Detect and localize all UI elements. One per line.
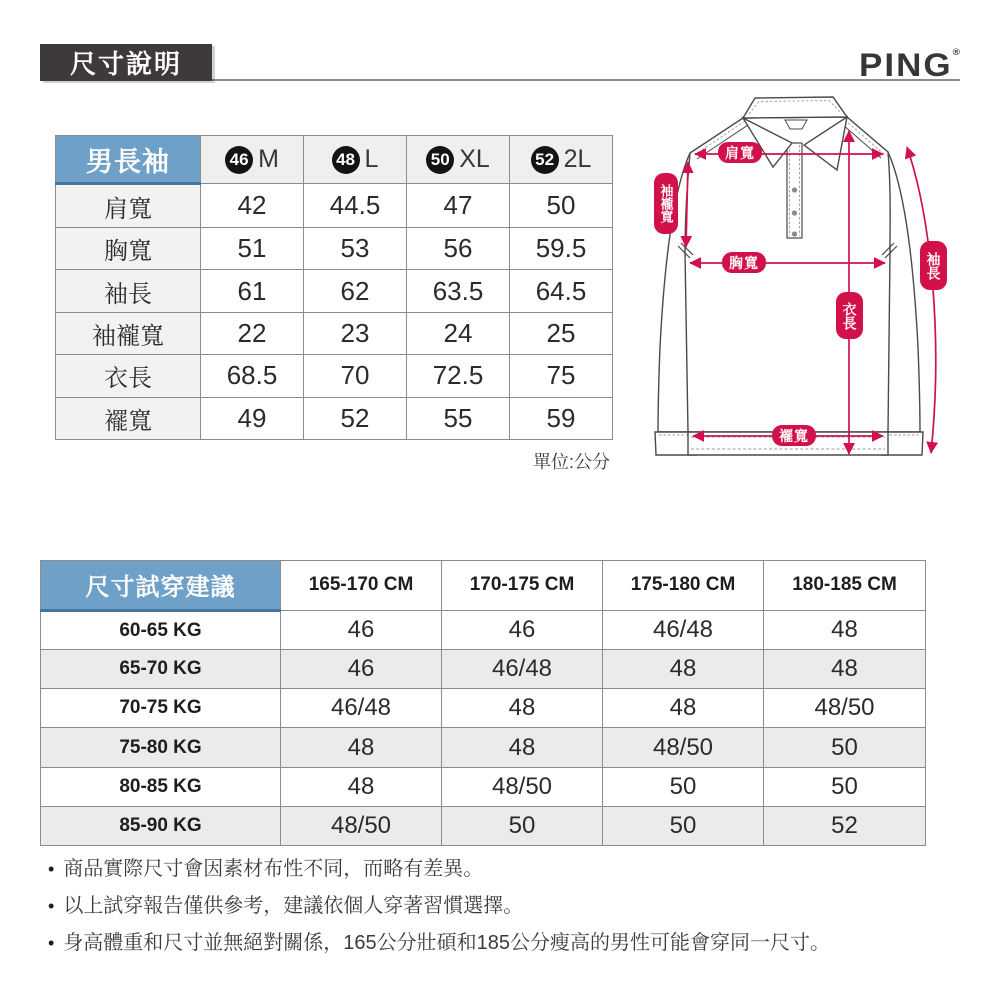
measure-value: 55 (407, 397, 510, 439)
measure-value: 70 (304, 355, 407, 397)
height-column-header: 170-175 CM (442, 561, 603, 611)
size-letter: 2L (563, 145, 592, 174)
weight-label: 65-70 KG (41, 650, 281, 689)
measure-value: 23 (304, 312, 407, 354)
measurement-table-header-row (56, 136, 613, 184)
fit-value: 50 (603, 806, 764, 845)
measure-value: 68.5 (201, 355, 304, 397)
measure-value: 59.5 (510, 227, 613, 269)
page-title: 尺寸說明 (40, 44, 212, 81)
fit-value: 46 (281, 610, 442, 649)
fit-value: 48 (603, 650, 764, 689)
height-column-header: 175-180 CM (603, 561, 764, 611)
table-row (41, 806, 926, 845)
fit-value: 48 (281, 767, 442, 806)
table-row (41, 728, 926, 767)
measure-value: 44.5 (304, 184, 407, 228)
measure-value: 59 (510, 397, 613, 439)
ping-logo-text: PING (859, 47, 953, 84)
fit-value: 48 (764, 650, 926, 689)
trademark-symbol: ® (952, 47, 962, 58)
weight-label: 75-80 KG (41, 728, 281, 767)
note-item (48, 856, 968, 882)
measure-value: 62 (304, 270, 407, 312)
button (792, 210, 797, 215)
note-item (48, 930, 968, 956)
measure-value: 42 (201, 184, 304, 228)
weight-label: 85-90 KG (41, 806, 281, 845)
shoulder-width-label: 肩寬 (718, 142, 762, 163)
size-column-header (510, 136, 613, 184)
measure-value: 75 (510, 355, 613, 397)
measure-label: 衣長 (56, 355, 201, 397)
button (792, 187, 797, 192)
size-letter: M (258, 145, 279, 174)
measure-value: 64.5 (510, 270, 613, 312)
fitting-table-header-row (41, 561, 926, 611)
hem-width-label: 襬寬 (772, 425, 816, 446)
fit-value: 46 (281, 650, 442, 689)
size-number-badge: 50 (426, 146, 454, 174)
measure-value: 24 (407, 312, 510, 354)
bullet-icon: • (48, 896, 55, 916)
measure-value: 61 (201, 270, 304, 312)
table-row (56, 184, 613, 228)
fit-value: 50 (764, 728, 926, 767)
measure-value: 51 (201, 227, 304, 269)
table-row (56, 227, 613, 269)
fit-value: 52 (764, 806, 926, 845)
measure-label: 襬寬 (56, 397, 201, 439)
size-letter: XL (459, 145, 490, 174)
chest-width-label: 胸寬 (722, 252, 766, 273)
size-number-badge: 52 (531, 146, 559, 174)
weight-label: 80-85 KG (41, 767, 281, 806)
button (792, 231, 797, 236)
fit-value: 48/50 (764, 689, 926, 728)
note-text: 身高體重和尺寸並無絕對關係，165公分壯碩和185公分瘦高的男性可能會穿同一尺寸。 (63, 932, 831, 954)
unit-note: 單位:公分 (532, 452, 610, 472)
fit-value: 50 (764, 767, 926, 806)
note-text: 商品實際尺寸會因素材布性不同，而略有差異。 (63, 858, 484, 880)
placket (787, 143, 802, 238)
measure-value: 56 (407, 227, 510, 269)
note-item (48, 893, 968, 919)
table-row (56, 270, 613, 312)
fitting-suggestion-table (40, 560, 926, 846)
measure-label: 胸寬 (56, 227, 201, 269)
fit-value: 48/50 (442, 767, 603, 806)
ping-logo (859, 48, 962, 85)
measure-label: 肩寬 (56, 184, 201, 228)
weight-label: 70-75 KG (41, 689, 281, 728)
measure-value: 50 (510, 184, 613, 228)
measure-value: 63.5 (407, 270, 510, 312)
table-row (56, 355, 613, 397)
note-text: 以上試穿報告僅供參考，建議依個人穿著習慣選擇。 (63, 895, 524, 917)
fit-value: 48/50 (603, 728, 764, 767)
fit-value: 50 (603, 767, 764, 806)
garment-length-label: 衣長 (836, 292, 863, 339)
fit-value: 46/48 (281, 689, 442, 728)
height-column-header: 165-170 CM (281, 561, 442, 611)
measure-value: 49 (201, 397, 304, 439)
fit-value: 48 (603, 689, 764, 728)
sleeve-length-label: 袖長 (920, 241, 947, 290)
measure-label: 袖襱寬 (56, 312, 201, 354)
fit-value: 46 (442, 610, 603, 649)
fit-value: 50 (442, 806, 603, 845)
table-row (56, 312, 613, 354)
fit-value: 46/48 (442, 650, 603, 689)
measure-value: 72.5 (407, 355, 510, 397)
fit-value: 48 (764, 610, 926, 649)
measure-value: 52 (304, 397, 407, 439)
size-number-badge: 46 (225, 146, 253, 174)
height-column-header: 180-185 CM (764, 561, 926, 611)
size-column-header (407, 136, 510, 184)
fit-value: 48/50 (281, 806, 442, 845)
measure-label: 袖長 (56, 270, 201, 312)
size-letter: L (364, 145, 379, 174)
size-column-header (304, 136, 407, 184)
footnotes (48, 856, 968, 967)
measure-value: 22 (201, 312, 304, 354)
bullet-icon: • (48, 859, 55, 879)
shirt-measurement-diagram (625, 85, 975, 475)
measure-value: 47 (407, 184, 510, 228)
fit-value: 46/48 (603, 610, 764, 649)
size-number-badge: 48 (332, 146, 360, 174)
weight-label: 60-65 KG (41, 610, 281, 649)
size-column-header (201, 136, 304, 184)
table-row (41, 689, 926, 728)
measurement-table (55, 135, 613, 440)
fit-value: 48 (281, 728, 442, 767)
table-row (56, 397, 613, 439)
armhole-width-label: 袖襱寬 (654, 173, 678, 234)
measure-value: 25 (510, 312, 613, 354)
fit-value: 48 (442, 689, 603, 728)
fitting-table-title: 尺寸試穿建議 (41, 561, 281, 611)
measurement-table-title: 男長袖 (56, 136, 201, 184)
measure-value: 53 (304, 227, 407, 269)
table-row (41, 650, 926, 689)
bullet-icon: • (48, 933, 55, 953)
fit-value: 48 (442, 728, 603, 767)
table-row (41, 767, 926, 806)
table-row (41, 610, 926, 649)
